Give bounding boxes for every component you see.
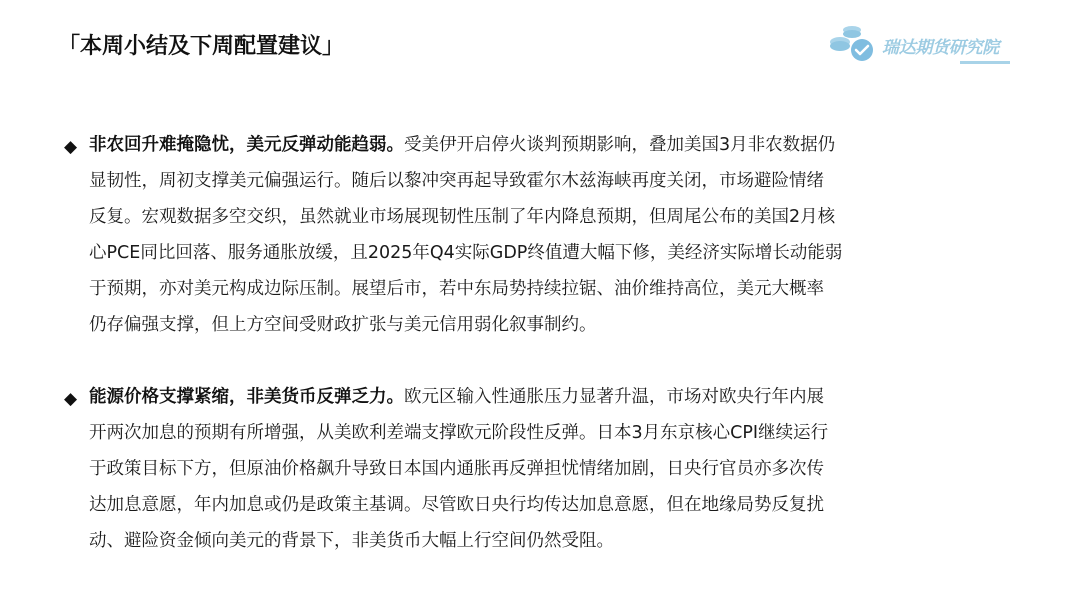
- bullet-2-line-3: 于政策目标下方，但原油价格飙升导致日本国内通胀再反弹担忧情绪加剧，日央行官员亦多次传: [89, 459, 824, 479]
- diamond-bullet-icon: ◆: [64, 389, 78, 409]
- logo-text: 瑞达期货研究院: [882, 38, 999, 58]
- bullet-2-line-5: 动、避险资金倾向美元的背景下，非美货币大幅上行空间仍然受阻。: [89, 531, 614, 551]
- page-title: 「本周小结及下周配置建议」: [58, 34, 345, 59]
- bullet-1-line-4: 心PCE同比回落、服务通胀放缓，且2025年Q4实际GDP终值遭大幅下修，美经济实际增长动能弱: [89, 243, 843, 263]
- coins-icon: [828, 22, 878, 64]
- bullet-1-first-line-text: 受美伊开启停火谈判预期影响，叠加美国3月非农数据仍: [404, 135, 836, 155]
- bullet-1-line-5: 于预期，亦对美元构成边际压制。展望后市，若中东局势持续拉锯、油价维持高位，美元大概率: [89, 279, 824, 299]
- bullet-2-line-2: 开两次加息的预期有所增强，从美欧利差端支撑欧元阶段性反弹。日本3月东京核心CPI继续运行: [89, 423, 829, 443]
- logo: [828, 20, 1014, 68]
- bullet-2-first-line-text: 欧元区输入性通胀压力显著升温，市场对欧央行年内展: [404, 387, 824, 407]
- bullet-2-line-4: 达加息意愿，年内加息或仍是政策主基调。尽管欧日央行均传达加息意愿，但在地缘局势反复扰: [89, 495, 824, 515]
- bullet-1-line-3: 反复。宏观数据多空交织，虽然就业市场展现韧性压制了年内降息预期，但周尾公布的美国2月核: [89, 207, 836, 227]
- bullet-1-line-6: 仍存偏强支撑，但上方空间受财政扩张与美元信用弱化叙事制约。: [89, 315, 597, 335]
- bullet-1-line-1: [89, 134, 835, 156]
- logo-underline: [960, 61, 1010, 64]
- bullet-1-lead: 非农回升难掩隐忧，美元反弹动能趋弱。: [89, 135, 404, 155]
- bullet-2-line-1: [89, 386, 824, 408]
- bullet-2-lead: 能源价格支撑紧缩，非美货币反弹乏力。: [89, 387, 404, 407]
- diamond-bullet-icon: ◆: [64, 137, 78, 157]
- bullet-1-line-2: 显韧性，周初支撑美元偏强运行。随后以黎冲突再起导致霍尔木兹海峡再度关闭，市场避险情绪: [89, 171, 824, 191]
